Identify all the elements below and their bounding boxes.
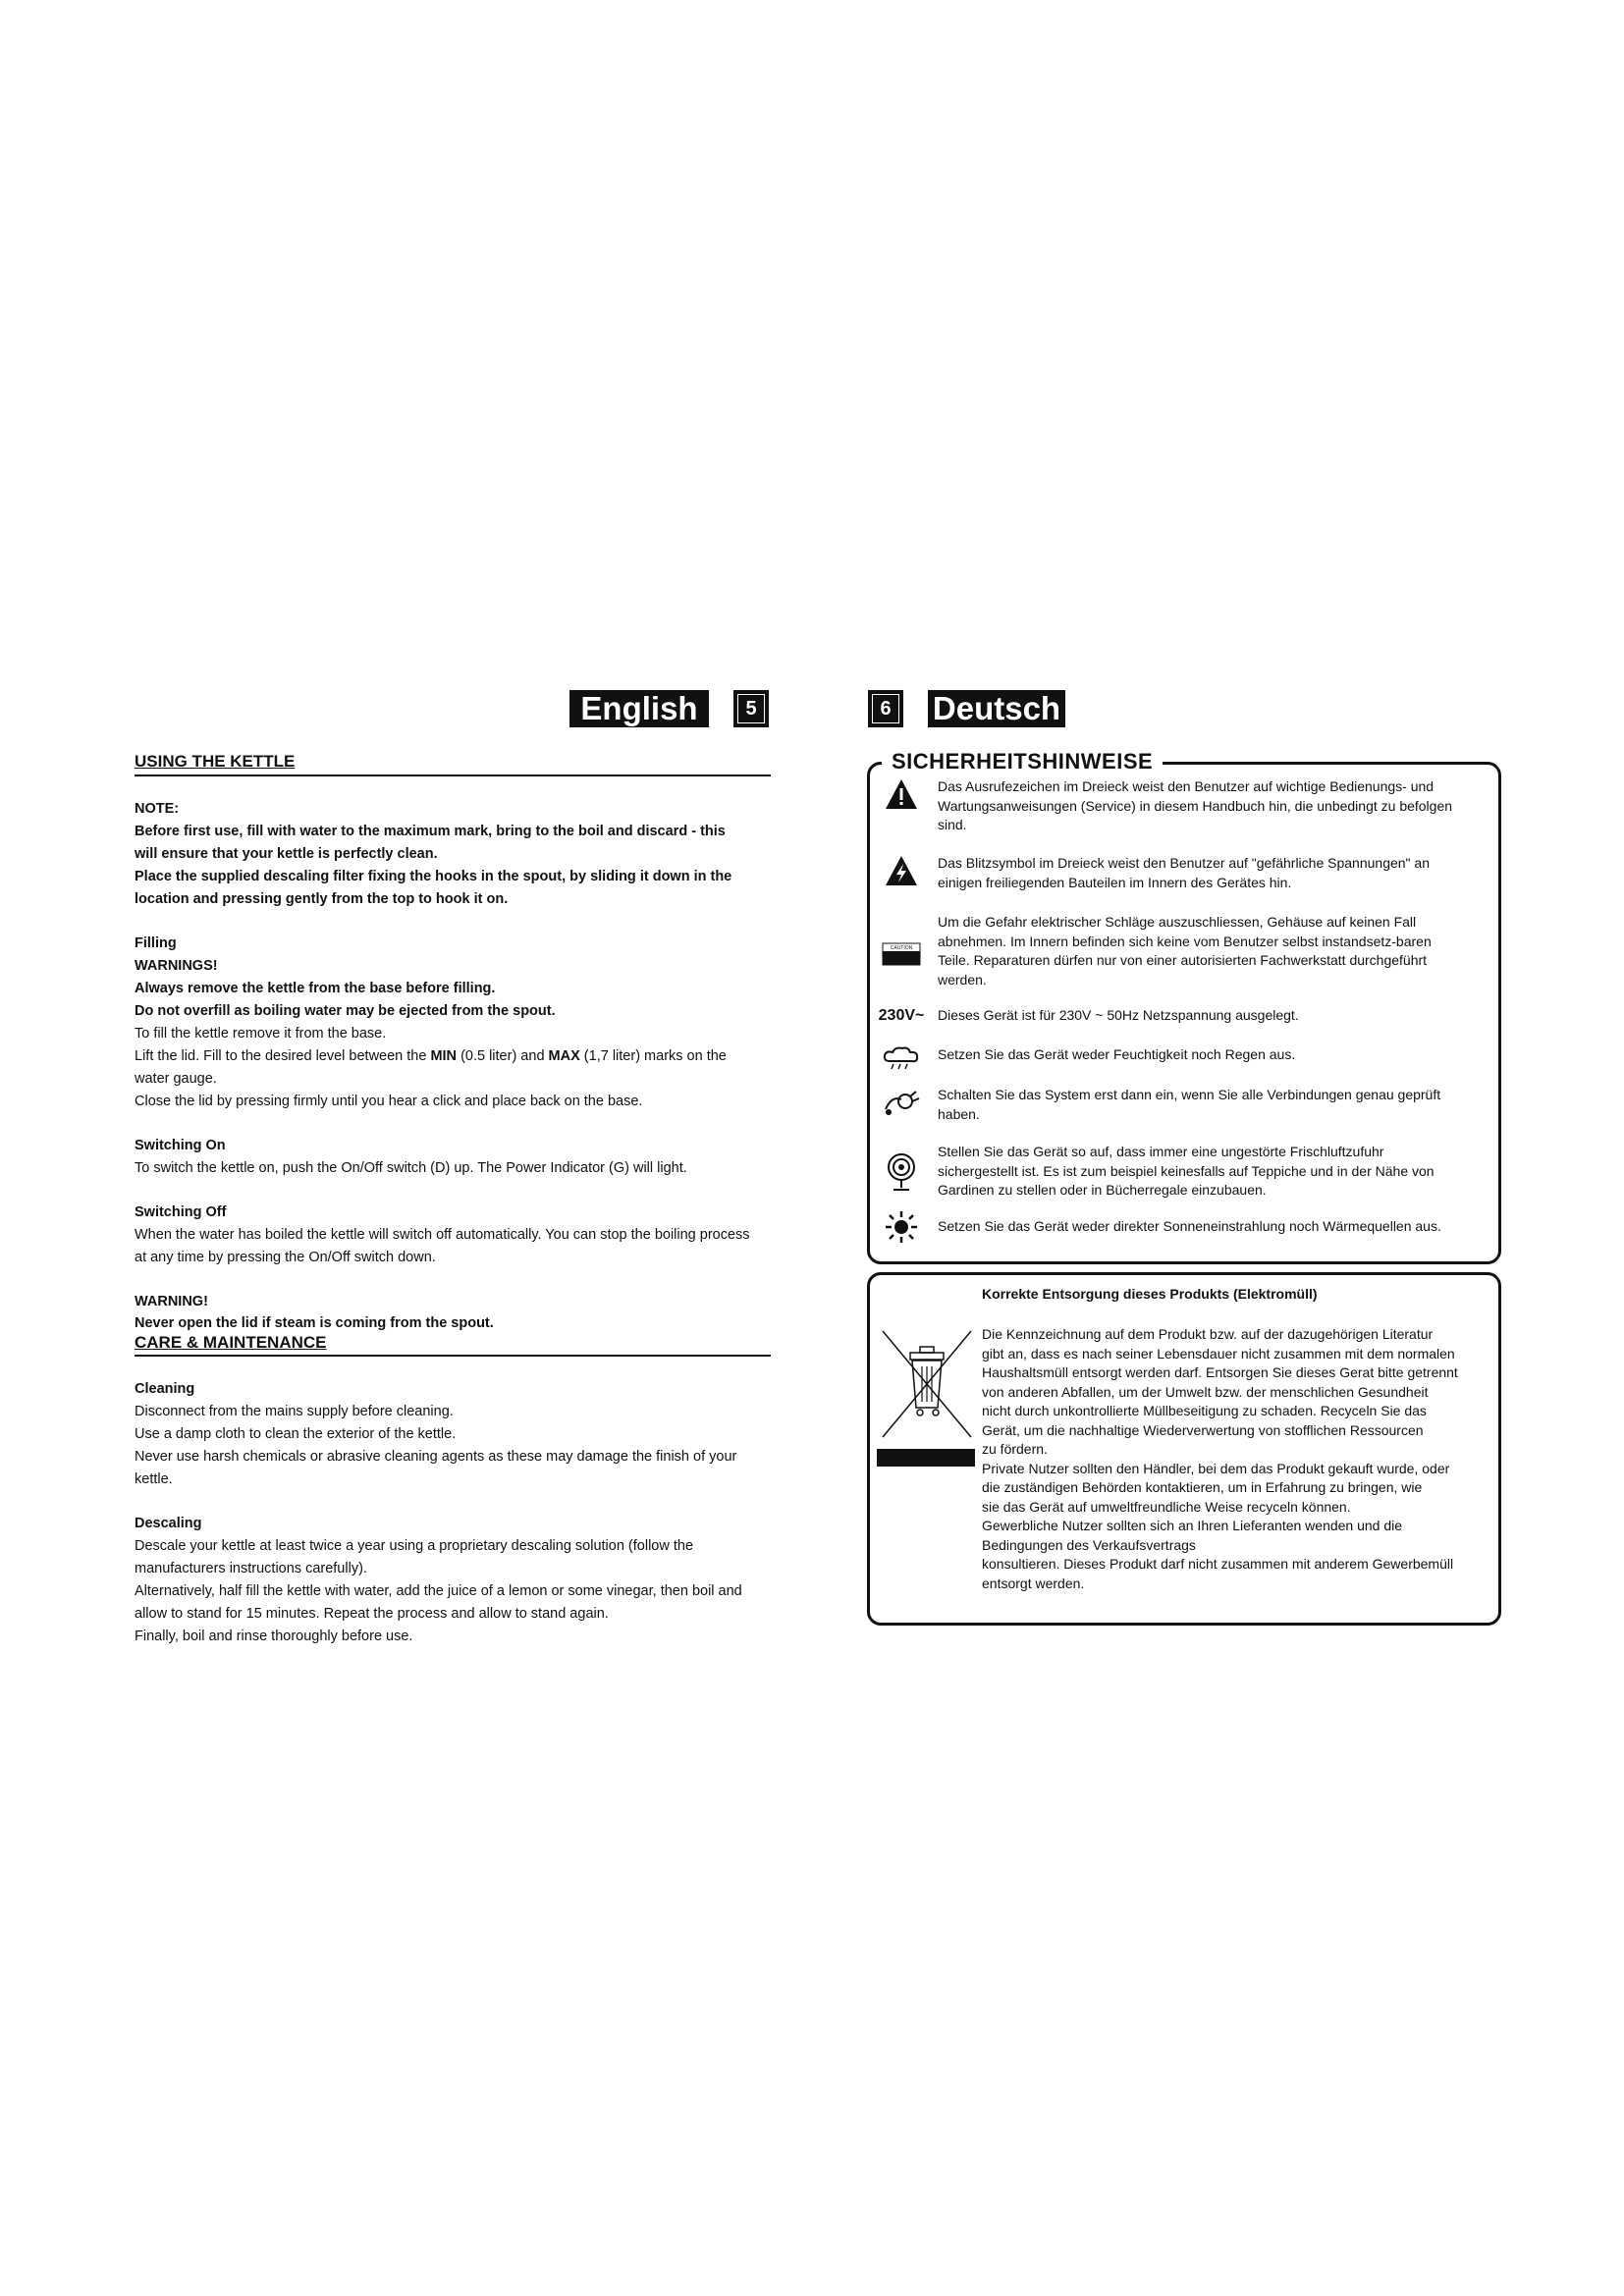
filling-text: water gauge. <box>135 1071 217 1087</box>
disposal-line: Gewerbliche Nutzer sollten sich an Ihren Lieferanten wenden und die <box>982 1518 1403 1533</box>
disposal-line: Private Nutzer sollten den Händler, bei dem das Produkt gekauft wurde, oder <box>982 1460 1450 1476</box>
safety-item-line: Setzen Sie das Gerät weder direkter Sonneneinstrahlung noch Wärmequellen aus. <box>938 1218 1441 1234</box>
english-language-tag: English <box>569 690 709 727</box>
switching-on-heading: Switching On <box>135 1138 226 1153</box>
safety-item-line: Das Blitzsymbol im Dreieck weist den Benutzer auf "gefährliche Spannungen" an <box>938 855 1430 871</box>
note-label: NOTE: <box>135 801 180 817</box>
note-line: location and pressing gently from the top to hook it on. <box>135 891 509 907</box>
safety-item-line: Das Ausrufezeichen im Dreieck weist den Benutzer auf wichtige Bedienungs- und <box>938 778 1435 794</box>
voltage-icon: 230V~ <box>878 1007 925 1024</box>
cleaning-text: kettle. <box>135 1471 173 1487</box>
safety-item-line: Wartungsanweisungen (Service) in diesem Handbuch hin, die unbedingt zu befolgen <box>938 797 1453 814</box>
safety-item-line: abnehmen. Im Innern befinden sich keine vom Benutzer selbst instandsetz-baren <box>938 933 1432 949</box>
disposal-line: Die Kennzeichnung auf dem Produkt bzw. auf der dazugehörigen Literatur <box>982 1326 1434 1342</box>
filling-text <box>135 1045 812 1068</box>
safety-item-line: haben. <box>938 1105 980 1122</box>
warning-line: Do not overfill as boiling water may be ejected from the spout. <box>135 1003 556 1019</box>
disposal-line: sie das Gerät auf umweltfreundliche Weise recyceln können. <box>982 1498 1351 1515</box>
warning2-text: Never open the lid if steam is coming from the spout. <box>135 1315 494 1331</box>
warnings-label: WARNINGS! <box>135 958 218 974</box>
cleaning-text: Disconnect from the mains supply before cleaning. <box>135 1404 454 1419</box>
deutsch-page-number-text: 6 <box>872 694 899 723</box>
safety-item-line: Teile. Reparaturen dürfen nur von einer autorisierten Fachwerkstatt durchgeführt <box>938 952 1428 968</box>
disposal-line: Bedingungen des Verkaufsvertrags <box>982 1536 1196 1553</box>
filling-heading: Filling <box>135 935 177 951</box>
rain-cloud-icon <box>875 1045 928 1077</box>
note-line: Place the supplied descaling filter fixing the hooks in the spout, by sliding it down in the <box>135 869 732 884</box>
safety-item-line: sind. <box>938 817 967 832</box>
deutsch-language-tag: Deutsch <box>928 690 1065 727</box>
filling-text-part: Lift the lid. Fill to the desired level between the <box>135 1048 431 1064</box>
cleaning-heading: Cleaning <box>135 1381 195 1397</box>
care-maintenance-heading: CARE & MAINTENANCE <box>135 1333 327 1352</box>
disposal-title: Korrekte Entsorgung dieses Produkts (Elektromüll) <box>982 1286 1318 1302</box>
disposal-line: die zuständigen Behörden kontaktieren, um in Erfahrung zu bringen, wie <box>982 1479 1423 1495</box>
disposal-text <box>982 1325 1532 1593</box>
switching-off-text: When the water has boiled the kettle will switch off automatically. You can stop the boiling process <box>135 1227 750 1243</box>
sun-icon <box>875 1209 928 1251</box>
descaling-text: manufacturers instructions carefully). <box>135 1561 367 1576</box>
lightning-triangle-icon <box>875 854 928 893</box>
min-mark: MIN <box>430 1048 458 1064</box>
descaling-text: Finally, boil and rinse thoroughly before use. <box>135 1629 413 1644</box>
disposal-line: gibt an, dass es nach seiner Lebensdauer nicht zusammen mit dem normalen <box>982 1345 1455 1362</box>
english-page-number <box>733 690 769 727</box>
safety-item-line: sichergestellt ist. Es ist zum beispiel keinesfalls auf Teppiche und in der Nähe von <box>938 1162 1435 1179</box>
safety-item-line: einigen freiliegenden Bauteilen im Innern des Gerätes hin. <box>938 874 1292 890</box>
filling-text: To fill the kettle remove it from the base. <box>135 1026 387 1041</box>
safety-item-line: Um die Gefahr elektrischer Schläge auszuschliessen, Gehäuse auf keinen Fall <box>938 914 1417 930</box>
filling-text-part: (1,7 liter) marks on the <box>579 1048 727 1064</box>
filling-text: Close the lid by pressing firmly until you hear a click and place back on the base. <box>135 1094 643 1109</box>
safety-item-line: Schalten Sie das System erst dann ein, wenn Sie alle Verbindungen genau geprüft <box>938 1087 1441 1102</box>
warning2-label: WARNING! <box>135 1294 208 1309</box>
safety-item-line: Setzen Sie das Gerät weder Feuchtigkeit noch Regen aus. <box>938 1046 1296 1062</box>
caution-label-text: CAUTION <box>890 945 913 951</box>
descaling-heading: Descaling <box>135 1516 202 1531</box>
safety-item-line: werden. <box>938 971 987 988</box>
max-mark: MAX <box>548 1048 580 1064</box>
disposal-line: Gerät, um die nachhaltige Wiederverwertung von stofflichen Ressourcen <box>982 1421 1424 1438</box>
deutsch-page-number <box>868 690 903 727</box>
switching-on-text: To switch the kettle on, push the On/Off switch (D) up. The Power Indicator (G) will light. <box>135 1160 687 1176</box>
warning-line: Always remove the kettle from the base before filling. <box>135 981 496 996</box>
disposal-line: konsultieren. Dieses Produkt darf nicht zusammen mit anderem Gewerbemüll <box>982 1556 1454 1572</box>
filling-text-part: (0.5 liter) and <box>457 1048 549 1064</box>
descaling-text: Descale your kettle at least twice a year using a proprietary descaling solution (follow the <box>135 1538 694 1554</box>
disposal-line: zu fördern. <box>982 1441 1048 1457</box>
note-line: will ensure that your kettle is perfectly clean. <box>135 846 438 862</box>
descaling-text: allow to stand for 15 minutes. Repeat the process and allow to stand again. <box>135 1606 609 1622</box>
disposal-line: Haushaltsmüll entsorgt werden darf. Entsorgen Sie dieses Gerat bitte getrennt <box>982 1364 1458 1380</box>
plug-icon <box>875 1086 928 1123</box>
switching-off-text: at any time by pressing the On/Off switch down. <box>135 1250 436 1265</box>
cleaning-text: Use a damp cloth to clean the exterior of the kettle. <box>135 1426 457 1442</box>
fan-icon <box>875 1152 928 1198</box>
safety-item-line: Gardinen zu stellen oder in Bücherregale einzubauen. <box>938 1182 1267 1198</box>
note-line: Before first use, fill with water to the maximum mark, bring to the boil and discard - this <box>135 824 726 839</box>
caution-label-icon <box>875 942 928 972</box>
disposal-line: entsorgt werden. <box>982 1575 1085 1591</box>
safety-title: SICHERHEITSHINWEISE <box>882 749 1163 774</box>
english-page-number-text: 5 <box>737 694 765 723</box>
cleaning-text: Never use harsh chemicals or abrasive cleaning agents as these may damage the finish of your <box>135 1449 737 1465</box>
using-the-kettle-heading: USING THE KETTLE <box>135 752 296 771</box>
english-column <box>135 750 812 1648</box>
disposal-line: nicht durch unkontrollierte Müllbeseitigung zu schaden. Recyceln Sie das <box>982 1403 1427 1418</box>
switching-off-heading: Switching Off <box>135 1204 227 1220</box>
crossed-bin-icon <box>877 1325 975 1473</box>
safety-item-line: Dieses Gerät ist für 230V ~ 50Hz Netzspannung ausgelegt. <box>938 1007 1299 1023</box>
safety-item-line: Stellen Sie das Gerät so auf, dass immer eine ungestörte Frischluftzufuhr <box>938 1144 1384 1159</box>
disposal-line: von anderen Abfallen, um der Umwelt bzw. der menschlichen Gesundheit <box>982 1383 1429 1400</box>
exclamation-triangle-icon <box>875 777 928 817</box>
descaling-text: Alternatively, half fill the kettle with water, add the juice of a lemon or some vinegar, then boil and <box>135 1583 742 1599</box>
